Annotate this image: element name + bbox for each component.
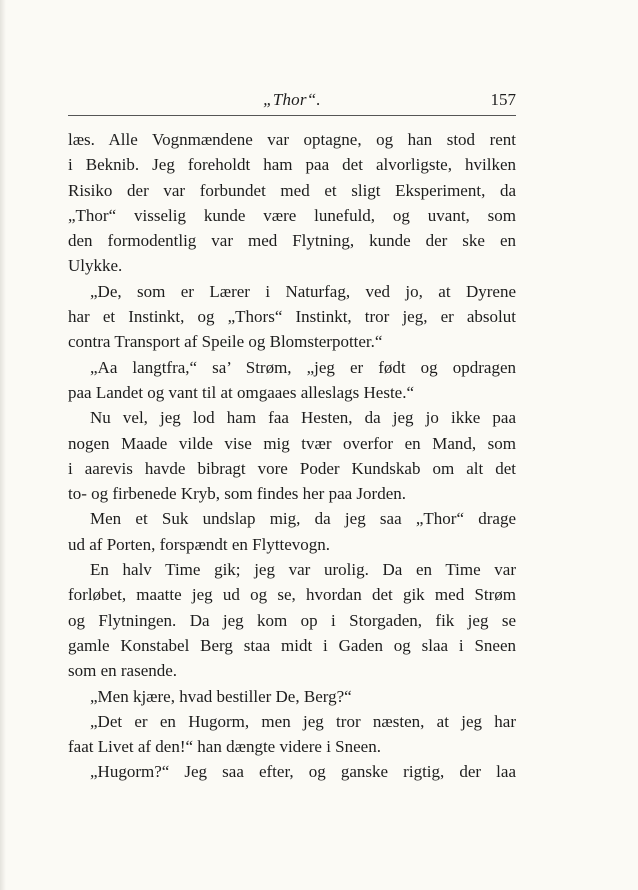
paragraph	[68, 557, 516, 683]
text-line: „Thor“ visselig kunde være lunefuld, og uvant, som	[68, 205, 516, 225]
page-gutter-shadow	[0, 0, 6, 890]
header-rule	[68, 115, 516, 116]
text-line: „De, som er Lærer i Naturfag, ved jo, at Dyrene	[90, 281, 516, 301]
paragraph	[68, 684, 516, 709]
text-line: faat Livet af den!“ han dængte videre i Sneen.	[68, 737, 381, 757]
body-text	[68, 127, 516, 785]
text-line: „Hugorm?“ Jeg saa efter, og ganske rigtig, der laa	[90, 762, 516, 782]
paragraph	[68, 127, 516, 279]
page-header	[68, 84, 516, 114]
text-line: Risiko der var forbundet med et sligt Eksperiment, da	[68, 180, 516, 200]
paragraph	[68, 355, 516, 406]
text-line: som en rasende.	[68, 661, 178, 681]
text-line: den formodentlig var med Flytning, kunde der ske en	[68, 231, 516, 251]
text-line: Nu vel, jeg lod ham faa Hesten, da jeg jo ikke paa	[90, 408, 516, 428]
text-line: forløbet, maatte jeg ud og se, hvordan det gik med Strøm	[68, 585, 516, 605]
text-line: „Aa langtfra,“ sa’ Strøm, „jeg er født og opdragen	[90, 357, 516, 377]
paragraph	[68, 279, 516, 355]
text-line: paa Landet og vant til at omgaaes alleslags Heste.“	[68, 382, 415, 402]
text-line: gamle Konstabel Berg staa midt i Gaden og slaa i Sneen	[68, 635, 516, 655]
text-line: „Det er en Hugorm, men jeg tror næsten, at jeg har	[90, 711, 516, 731]
text-line: ud af Porten, forspændt en Flyttevogn.	[68, 534, 331, 554]
text-line: læs. Alle Vognmændene var optagne, og han stod rent	[68, 130, 516, 149]
text-line: „Men kjære, hvad bestiller De, Berg?“	[90, 686, 352, 706]
page-number: 157	[490, 90, 516, 109]
text-line: to- og firbenede Kryb, som findes her paa Jorden.	[68, 484, 407, 504]
text-line: i aarevis havde bibragt vore Poder Kundskab om alt det	[68, 458, 516, 478]
text-line: har et Instinkt, og „Thors“ Instinkt, tror jeg, er absolut	[68, 307, 516, 327]
text-line: Ulykke.	[68, 256, 123, 276]
paragraph	[68, 759, 516, 784]
text-line: og Flytningen. Da jeg kom op i Storgaden, fik jeg se	[68, 610, 516, 630]
paragraph	[68, 709, 516, 760]
text-line: Men et Suk undslap mig, da jeg saa „Thor“ drage	[90, 509, 516, 529]
text-line: nogen Maade vilde vise mig tvær overfor en Mand, som	[68, 433, 516, 453]
text-line: En halv Time gik; jeg var urolig. Da en Time var	[90, 560, 516, 580]
paragraph	[68, 405, 516, 506]
text-line: contra Transport af Speile og Blomsterpotter.“	[68, 332, 383, 352]
running-title: „Thor“.	[263, 90, 321, 109]
text-line: i Beknib. Jeg foreholdt ham paa det alvorligste, hvilken	[68, 155, 516, 175]
paragraph	[68, 506, 516, 557]
